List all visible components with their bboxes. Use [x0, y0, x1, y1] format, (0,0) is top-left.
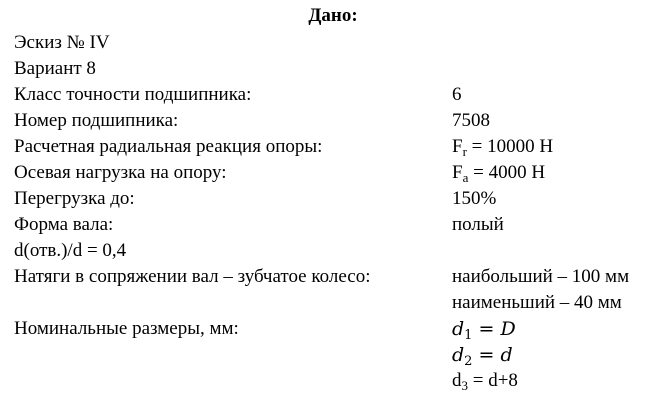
- given-row: [14, 290, 654, 316]
- given-row: [14, 56, 654, 82]
- formula-subscript: r: [462, 144, 467, 159]
- formula-subscript: 2: [464, 354, 473, 369]
- row-label: Класс точности подшипника:: [14, 84, 252, 105]
- row-label: Осевая нагрузка на опору:: [14, 162, 227, 183]
- row-value: наибольший – 100 мм: [452, 266, 630, 287]
- row-value: полый: [452, 214, 504, 235]
- formula-symbol: F: [452, 162, 463, 183]
- given-row: [14, 264, 654, 290]
- row-label: d(отв.)/d = 0,4: [14, 240, 127, 261]
- formula-rest: = 4000 Н: [468, 162, 546, 183]
- page-title: Дано:: [308, 5, 358, 26]
- given-row: [14, 368, 654, 394]
- formula-symbol: d: [452, 370, 462, 391]
- formula-rhs: d: [500, 344, 513, 366]
- row-value: 7508: [452, 110, 490, 131]
- formula-subscript: 1: [464, 328, 473, 343]
- given-row: [14, 108, 654, 134]
- row-label: Эскиз № IV: [14, 32, 110, 53]
- dimension-d3-formula: [452, 368, 518, 399]
- formula-subscript: 3: [461, 378, 468, 393]
- formula-subscript: a: [462, 170, 469, 185]
- formula-equals: =: [472, 344, 501, 366]
- given-row: [14, 82, 654, 108]
- row-value: 150%: [452, 188, 497, 209]
- formula-rest: = 10000 Н: [466, 136, 554, 157]
- formula-symbol: d: [452, 318, 465, 340]
- given-row: [14, 134, 654, 160]
- row-label: Номер подшипника:: [14, 110, 179, 131]
- row-label: Перегрузка до:: [14, 188, 135, 209]
- row-label: Форма вала:: [14, 214, 114, 235]
- given-row: [14, 160, 654, 186]
- formula-symbol: F: [452, 136, 463, 157]
- row-label: Номинальные размеры, мм:: [14, 318, 239, 339]
- given-row: [14, 342, 654, 368]
- given-row: [14, 238, 654, 264]
- given-row: [14, 30, 654, 56]
- given-row: [14, 212, 654, 238]
- formula-equals: =: [472, 318, 501, 340]
- given-row: [14, 316, 654, 342]
- row-label: Натяги в сопряжении вал – зубчатое колесо:: [14, 266, 371, 287]
- row-label: Расчетная радиальная реакция опоры:: [14, 136, 323, 157]
- formula-symbol: d: [452, 344, 465, 366]
- row-value: наименьший – 40 мм: [452, 292, 622, 313]
- row-label: Вариант 8: [14, 58, 96, 79]
- formula-rest: = d+8: [468, 370, 518, 391]
- formula-rhs: D: [500, 318, 516, 340]
- given-row: [14, 186, 654, 212]
- row-value: 6: [452, 84, 462, 105]
